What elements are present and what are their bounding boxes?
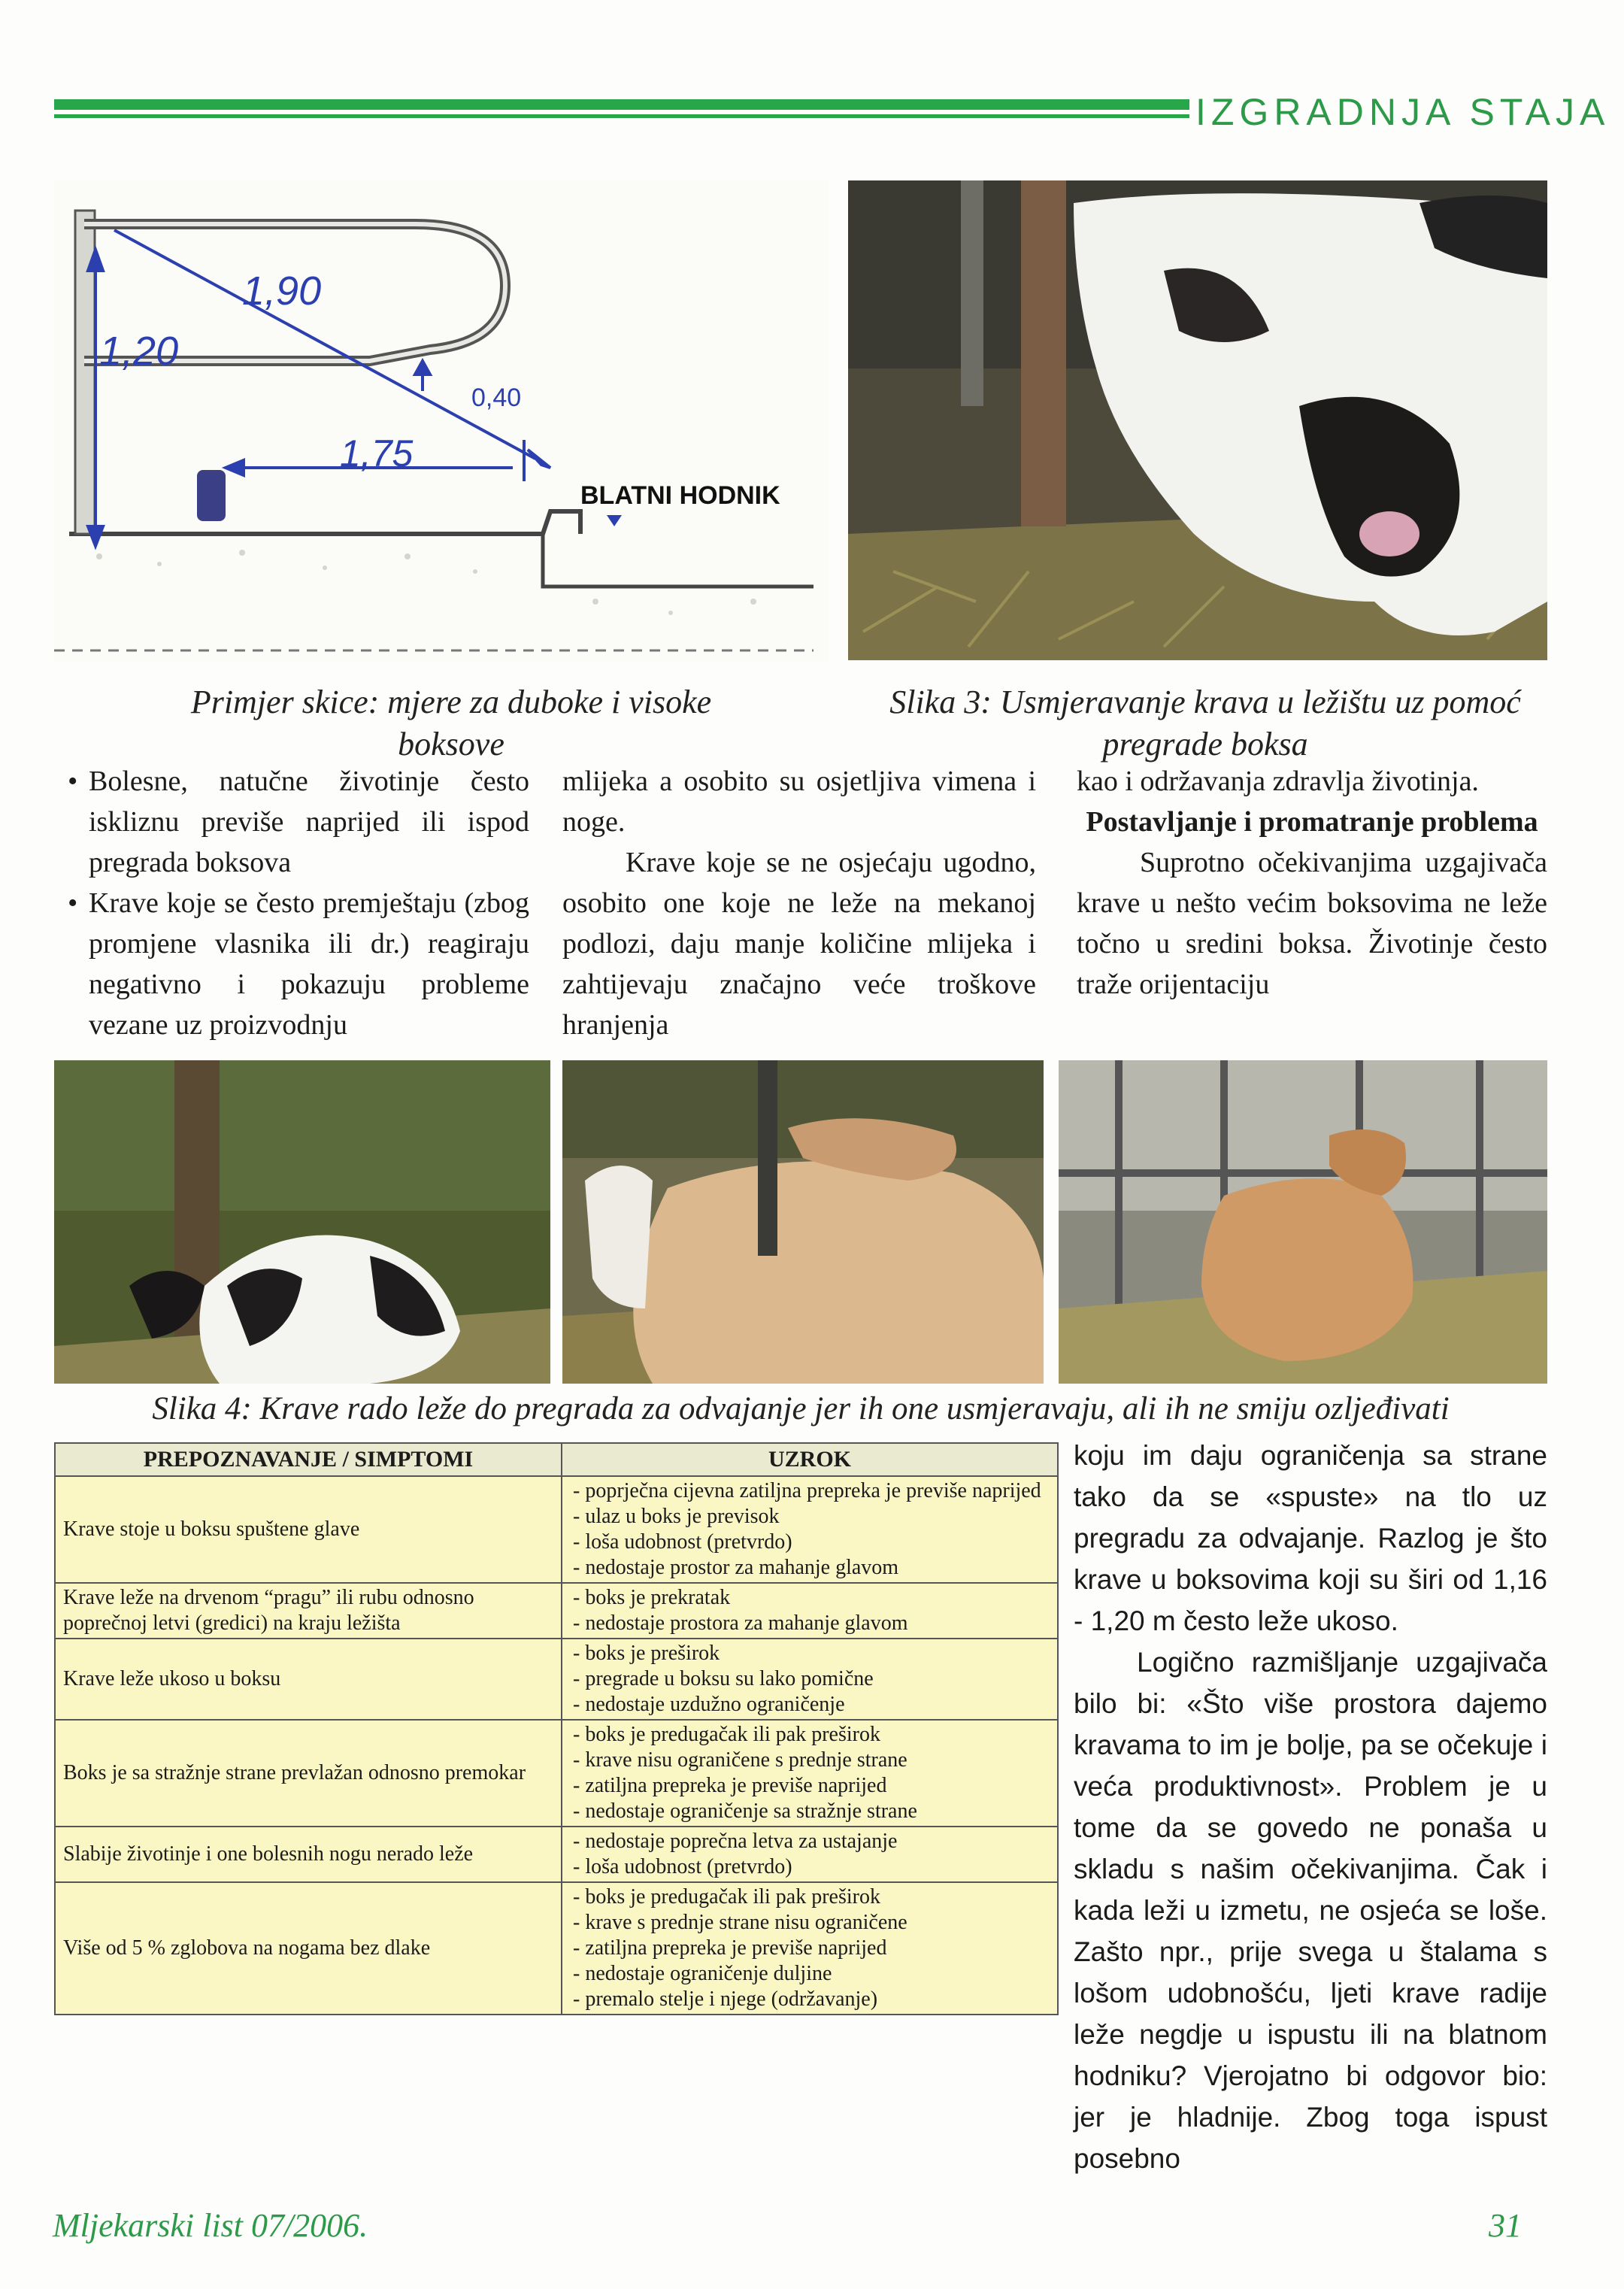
- symptom-cell: Boks je sa stražnje strane prevlažan odnosno premokar: [55, 1720, 562, 1827]
- col2-paragraph-1: mlijeka a osobito su osjetljiva vimena i noge.: [562, 766, 1036, 838]
- label-height: 1,20: [99, 329, 179, 374]
- cause-cell: [562, 1827, 1058, 1882]
- box-dimension-sketch: [54, 180, 829, 662]
- cause-item: - nedostaje prostor za mahanje glavom: [573, 1556, 899, 1579]
- cow-photo-right: [1059, 1060, 1547, 1384]
- figure4-caption: Slika 4: Krave rado leže do pregrada za odvajanje jer ih one usmjeravaju, ali ih ne smiju ozljeđivati: [152, 1391, 1450, 1426]
- cause-item: - pregrade u boksu su lako pomične: [573, 1667, 874, 1690]
- table-row: [55, 1639, 1058, 1720]
- cause-item: - zatiljna prepreka je previše naprijed: [573, 1936, 887, 1960]
- header-rule-thin: [54, 114, 1189, 118]
- text-column-right: [1074, 1435, 1547, 2179]
- right-paragraph-1: koju im daju ograničenja sa strane tako da se «spuste» na tlo uz pregradu za odvajanje. Razlog je što krave u boksovima koji su širi od 1,16 - 1,20 m često leže ukoso.: [1074, 1440, 1547, 1636]
- section-title: IZGRADNJA STAJA: [1195, 91, 1610, 133]
- symptoms-table: [54, 1442, 1059, 2015]
- header-symptoms: PREPOZNAVANJE / SIMPTOMI: [55, 1443, 562, 1476]
- table-row: [55, 1882, 1058, 2015]
- col3-paragraph-2: Suprotno očekivanjima uzgajivača krave u nešto većim boksovima ne leže točno u sredini boksa. Životinje često traže orijentaciju: [1077, 847, 1547, 1000]
- text-column-2: [562, 761, 1036, 1045]
- table-header-row: [55, 1443, 1058, 1476]
- cause-cell: [562, 1583, 1058, 1639]
- symptom-cell: Slabije životinje i one bolesnih nogu nerado leže: [55, 1827, 562, 1882]
- bullet-2: • Krave koje se često premještaju (zbog promjene vlasnika ili dr.) reagiraju negativno i pokazuju probleme vezane uz proizvodnju: [63, 883, 529, 1045]
- sketch-caption: Primjer skice: mjere za duboke i visoke boksove: [190, 684, 712, 762]
- table-row: [55, 1583, 1058, 1639]
- cow-photo-left: [54, 1060, 550, 1384]
- cause-item: - nedostaje uzdužno ograničenje: [573, 1693, 845, 1716]
- cause-cell: [562, 1882, 1058, 2015]
- col3-paragraph-1: kao i održavanja zdravlja životinja.: [1077, 766, 1479, 797]
- text-column-3: [1077, 761, 1547, 1005]
- section-heading: Postavljanje i promatranje problema: [1086, 806, 1538, 838]
- table-row: [55, 1720, 1058, 1827]
- cause-item: - ulaz u boks je previsok: [573, 1505, 780, 1528]
- cause-cell: [562, 1639, 1058, 1720]
- table-row: [55, 1827, 1058, 1882]
- table-row: [55, 1476, 1058, 1583]
- cause-item: - boks je preširok: [573, 1642, 720, 1665]
- page-number: 31: [1489, 2207, 1522, 2244]
- col2-paragraph-2: Krave koje se ne osjećaju ugodno, osobito one koje ne leže na mekanoj podlozi, daju manje količine mlijeka i zahtijevaju značajno veće troškove hranjenja: [562, 847, 1036, 1041]
- journal-footer: Mljekarski list 07/2006.: [53, 2207, 368, 2244]
- cause-cell: [562, 1476, 1058, 1583]
- cause-item: - poprječna cijevna zatiljna prepreka je previše naprijed: [573, 1479, 1041, 1502]
- cause-item: - zatiljna prepreka je previše naprijed: [573, 1774, 887, 1797]
- cause-item: - loša udobnost (pretvrdo): [573, 1855, 792, 1878]
- header-rule: [54, 99, 1189, 110]
- cause-item: - loša udobnost (pretvrdo): [573, 1530, 792, 1554]
- right-paragraph-2: Logično razmišljanje uzgajivača bilo bi: «Što više prostora dajemo kravama to im je bolje, pa se očekuje i veća produktivnost». Problem je u tome da se govedo ne ponaša u skladu s našim očekivanjima. Čak i kada leži u izmetu, ne osjeća se loše. Zašto npr., prije svega u štalama s lošom udobnošću, ljeti krave radije leže negdje u ispustu ili na blatnom hodniku? Vjerojatno bi odgovor bio: jer je hladnije. Zbog toga ispust posebno: [1074, 1647, 1547, 2174]
- cause-item: - boks je predugačak ili pak preširok: [573, 1723, 880, 1746]
- label-rise: 0,40: [471, 384, 522, 412]
- cause-item: - nedostaje poprečna letva za ustajanje: [573, 1830, 898, 1853]
- cause-item: - nedostaje ograničenje sa stražnje strane: [573, 1799, 917, 1823]
- cow-in-stall-photo: [848, 180, 1547, 660]
- label-length: 1,75: [340, 432, 414, 474]
- label-corridor: BLATNI HODNIK: [580, 481, 780, 510]
- figure3-caption: Slika 3: Usmjeravanje krava u ležištu uz pomoć pregrade boksa: [889, 684, 1521, 762]
- symptom-cell: Krave leže na drvenom “pragu” ili rubu odnosno poprečnoj letvi (gredici) na kraju ležišta: [55, 1583, 562, 1639]
- cause-item: - boks je predugačak ili pak preširok: [573, 1885, 880, 1909]
- symptom-cell: Više od 5 % zglobova na nogama bez dlake: [55, 1882, 562, 2015]
- label-diagonal: 1,90: [242, 268, 322, 314]
- symptom-cell: Krave stoje u boksu spuštene glave: [55, 1476, 562, 1583]
- cause-item: - nedostaje prostora za mahanje glavom: [573, 1611, 908, 1635]
- cause-item: - boks je prekratak: [573, 1586, 731, 1609]
- cause-item: - krave s prednje strane nisu ograničene: [573, 1911, 907, 1934]
- cause-item: - nedostaje ograničenje duljine: [573, 1962, 832, 1985]
- symptom-cell: Krave leže ukoso u boksu: [55, 1639, 562, 1720]
- cause-cell: [562, 1720, 1058, 1827]
- cause-item: - premalo stelje i njege (održavanje): [573, 1987, 878, 2011]
- text-column-1: [63, 761, 529, 1045]
- bullet-1: • Bolesne, natučne životinje često iskliznu previše naprijed ili ispod pregrada boksova: [63, 761, 529, 883]
- cow-photo-middle: [562, 1060, 1044, 1384]
- header-cause: UZROK: [562, 1443, 1058, 1476]
- cause-item: - krave nisu ograničene s prednje strane: [573, 1748, 907, 1772]
